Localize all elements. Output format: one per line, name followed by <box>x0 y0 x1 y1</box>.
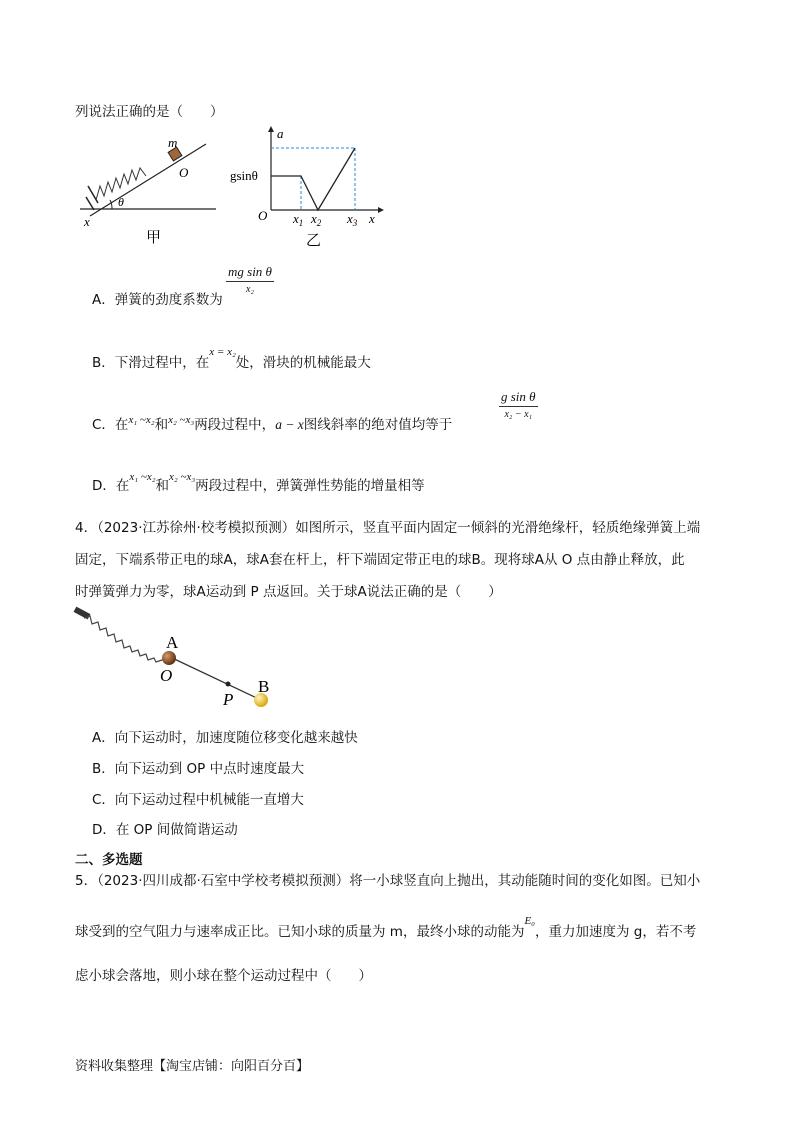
q3-option-c-ax: a − x <box>275 417 304 432</box>
label-x2: x <box>311 211 317 226</box>
label-point-o: O <box>160 666 173 685</box>
q3-option-b-suffix: 处，滑块的机械能最大 <box>235 355 371 371</box>
svg-text:x1 <box>292 211 303 228</box>
q3-option-c[interactable] <box>92 413 452 433</box>
fraction-denominator: x₂ <box>246 284 254 295</box>
label-x1: x <box>293 211 299 226</box>
q4-option-c[interactable]: C．向下运动过程中机械能一直增大 <box>92 792 304 808</box>
q3-option-c-prefix: C．在 <box>92 417 129 433</box>
label-point-p: P <box>223 690 234 709</box>
fraction-denominator: x₂ − x₁ <box>504 409 533 420</box>
q3-option-d-and: 和 <box>155 478 170 494</box>
q3-option-d[interactable] <box>92 471 425 494</box>
label-gsin: gsinθ <box>230 168 258 183</box>
q3-option-b[interactable] <box>92 346 371 371</box>
q3-option-c-and: 和 <box>154 417 169 433</box>
q3-option-d-range1: x₁ ~x₂ <box>129 471 156 483</box>
caption-jia: 甲 <box>146 230 162 246</box>
fraction-numerator: g sin θ <box>499 389 538 407</box>
q4-line1: 4．（2023·江苏徐州·校考模拟预测）如图所示，竖直平面内固定一倾斜的光滑绝缘杆，轻质绝缘弹簧上端 <box>75 520 701 536</box>
label-o: O <box>179 165 189 180</box>
figure-jia <box>80 134 225 249</box>
fraction-numerator: mg sin θ <box>226 264 274 282</box>
q4-line3: 时弹簧弹力为零，球A运动到 P 点返回。关于球A说法正确的是（ ） <box>75 584 502 600</box>
q4-option-a[interactable]: A．向下运动时，加速度随位移变化越来越快 <box>92 730 358 746</box>
q3-option-b-prefix: B．下滑过程中，在 <box>92 355 210 371</box>
label-theta: θ <box>118 195 124 209</box>
label-x-axis: x <box>369 211 375 226</box>
q3-option-a-text: A．弹簧的劲度系数为 <box>92 292 223 308</box>
label-x3-sub: 3 <box>352 218 358 228</box>
caption-yi: 乙 <box>306 233 322 248</box>
label-ball-b: B <box>258 677 270 696</box>
q3-option-c-mid2: 图线斜率的绝对值均等于 <box>303 417 453 433</box>
q3-option-c-fraction <box>499 389 538 420</box>
label-x3: x <box>347 211 353 226</box>
label-ball-a: A <box>166 633 179 652</box>
label-a: a <box>277 126 284 141</box>
section-title: 二、多选题 <box>75 852 143 868</box>
q3-option-a-fraction <box>226 264 274 295</box>
q4-option-b[interactable]: B．向下运动到 OP 中点时速度最大 <box>92 761 305 777</box>
q4-option-d[interactable]: D．在 OP 间做简谐运动 <box>92 822 238 838</box>
label-origin: O <box>258 208 268 223</box>
label-x2-sub: 2 <box>316 218 322 228</box>
figure-q4 <box>68 604 288 714</box>
label-x: x <box>84 214 90 229</box>
q3-option-b-math: x = x₂ <box>209 346 236 358</box>
q5-e0: E₀ <box>524 915 535 927</box>
q5-line2-part1: 球受到的空气阻力与速率成正比。已知小球的质量为 m，最终小球的动能为 <box>75 924 525 940</box>
svg-text:x3 <box>346 211 358 228</box>
footer-text: 资料收集整理【淘宝店铺：向阳百分百】 <box>75 1059 310 1074</box>
q3-option-d-suffix: 两段过程中，弹簧弹性势能的增量相等 <box>195 478 425 494</box>
intro-text: 列说法正确的是（ ） <box>75 104 224 120</box>
q5-line2-part2: ，重力加速度为 g，若不考 <box>535 924 697 940</box>
q5-line3: 虑小球会落地，则小球在整个运动过程中（ ） <box>75 968 372 984</box>
q3-option-c-range1: x₁ ~x₂ <box>128 414 155 426</box>
q5-line2 <box>75 915 697 940</box>
q3-option-a[interactable] <box>92 288 223 308</box>
figure-yi <box>228 124 388 248</box>
svg-text:x2 <box>310 211 322 228</box>
q3-option-d-range2: x₂ ~x₃ <box>169 471 196 483</box>
q3-option-c-range2: x₂ ~x₃ <box>168 414 195 426</box>
q5-line1: 5．（2023·四川成都·石室中学校考模拟预测）将一小球竖直向上抛出，其动能随时间的变化如图。已知小 <box>75 873 701 889</box>
q3-option-c-mid: 两段过程中， <box>194 417 276 433</box>
q3-option-d-prefix: D．在 <box>92 478 130 494</box>
label-m: m <box>168 135 178 150</box>
label-x1-sub: 1 <box>298 218 304 228</box>
q4-line2: 固定，下端系带正电的球A，球A套在杆上，杆下端固定带正电的球B。现将球A从 O 点由静止释放，此 <box>75 552 685 568</box>
